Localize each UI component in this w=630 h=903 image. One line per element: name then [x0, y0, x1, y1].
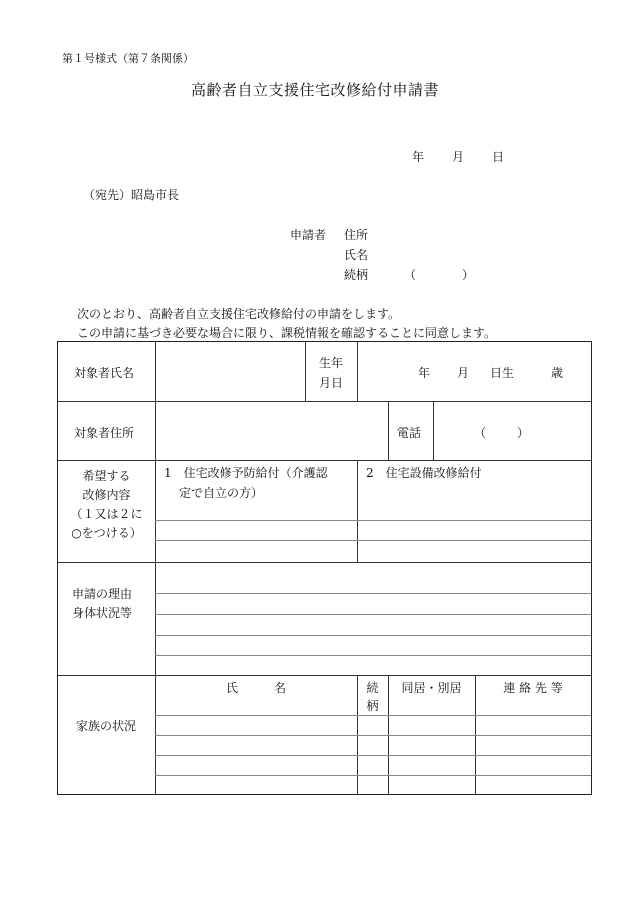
birth-year: 年 [418, 366, 431, 380]
date-month: 月 [452, 150, 465, 164]
age-label: 歳 [551, 366, 564, 380]
family-header-living: 同居・別居 [401, 681, 462, 695]
birth-day: 日生 [490, 366, 515, 380]
intro-line-2: この申請に基づき必要な場合に限り、課税情報を確認することに同意します。 [77, 326, 497, 340]
desired-label-3: （１又は２に [70, 507, 143, 521]
applicant-address-label: 住所 [344, 228, 369, 242]
family-label: 家族の状況 [76, 719, 137, 733]
option-2: 2 住宅設備改修給付 [366, 466, 482, 480]
date-day: 日 [492, 150, 505, 164]
subject-name-label: 対象者氏名 [74, 366, 135, 380]
form-number: 第１号様式（第７条関係） [62, 52, 194, 65]
desired-label-4: ○をつける） [71, 526, 142, 540]
applicant-relation-label: 続柄 [344, 268, 369, 282]
applicant-role-label: 申請者 [290, 228, 327, 242]
desired-label-1: 希望する [82, 469, 131, 483]
family-header-relation-2: 柄 [366, 699, 379, 713]
phone-open: （ [474, 426, 487, 440]
date-year: 年 [412, 150, 425, 164]
family-header-name: 氏 名 [225, 681, 286, 695]
birth-label-1: 生年 [319, 356, 344, 370]
subject-address-label: 対象者住所 [74, 426, 135, 440]
option-1-line-2: 定で自立の方） [179, 486, 264, 500]
reason-label-1: 申請の理由 [72, 587, 133, 601]
family-header-relation-1: 続 [366, 681, 379, 695]
applicant-relation-open: （ [404, 268, 417, 282]
application-table [57, 341, 592, 795]
phone-close: ） [517, 426, 530, 440]
phone-label: 電話 [397, 426, 422, 440]
intro-line-1: 次のとおり、高齢者自立支援住宅改修給付の申請をします。 [77, 307, 401, 321]
addressee: （宛先）昭島市長 [83, 188, 180, 202]
option-1-line-1: 1 住宅改修予防給付（介護認 [164, 466, 328, 480]
family-header-contact: 連 絡 先 等 [503, 681, 563, 695]
desired-label-2: 改修内容 [82, 488, 131, 502]
applicant-relation-close: ） [462, 268, 475, 282]
birth-month: 月 [457, 366, 470, 380]
birth-label-2: 月日 [319, 376, 344, 390]
date-line [412, 148, 504, 165]
document-title: 高齢者自立支援住宅改修給付申請書 [190, 81, 439, 99]
applicant-name-label: 氏名 [344, 248, 369, 262]
reason-label-2: 身体状況等 [72, 606, 133, 620]
